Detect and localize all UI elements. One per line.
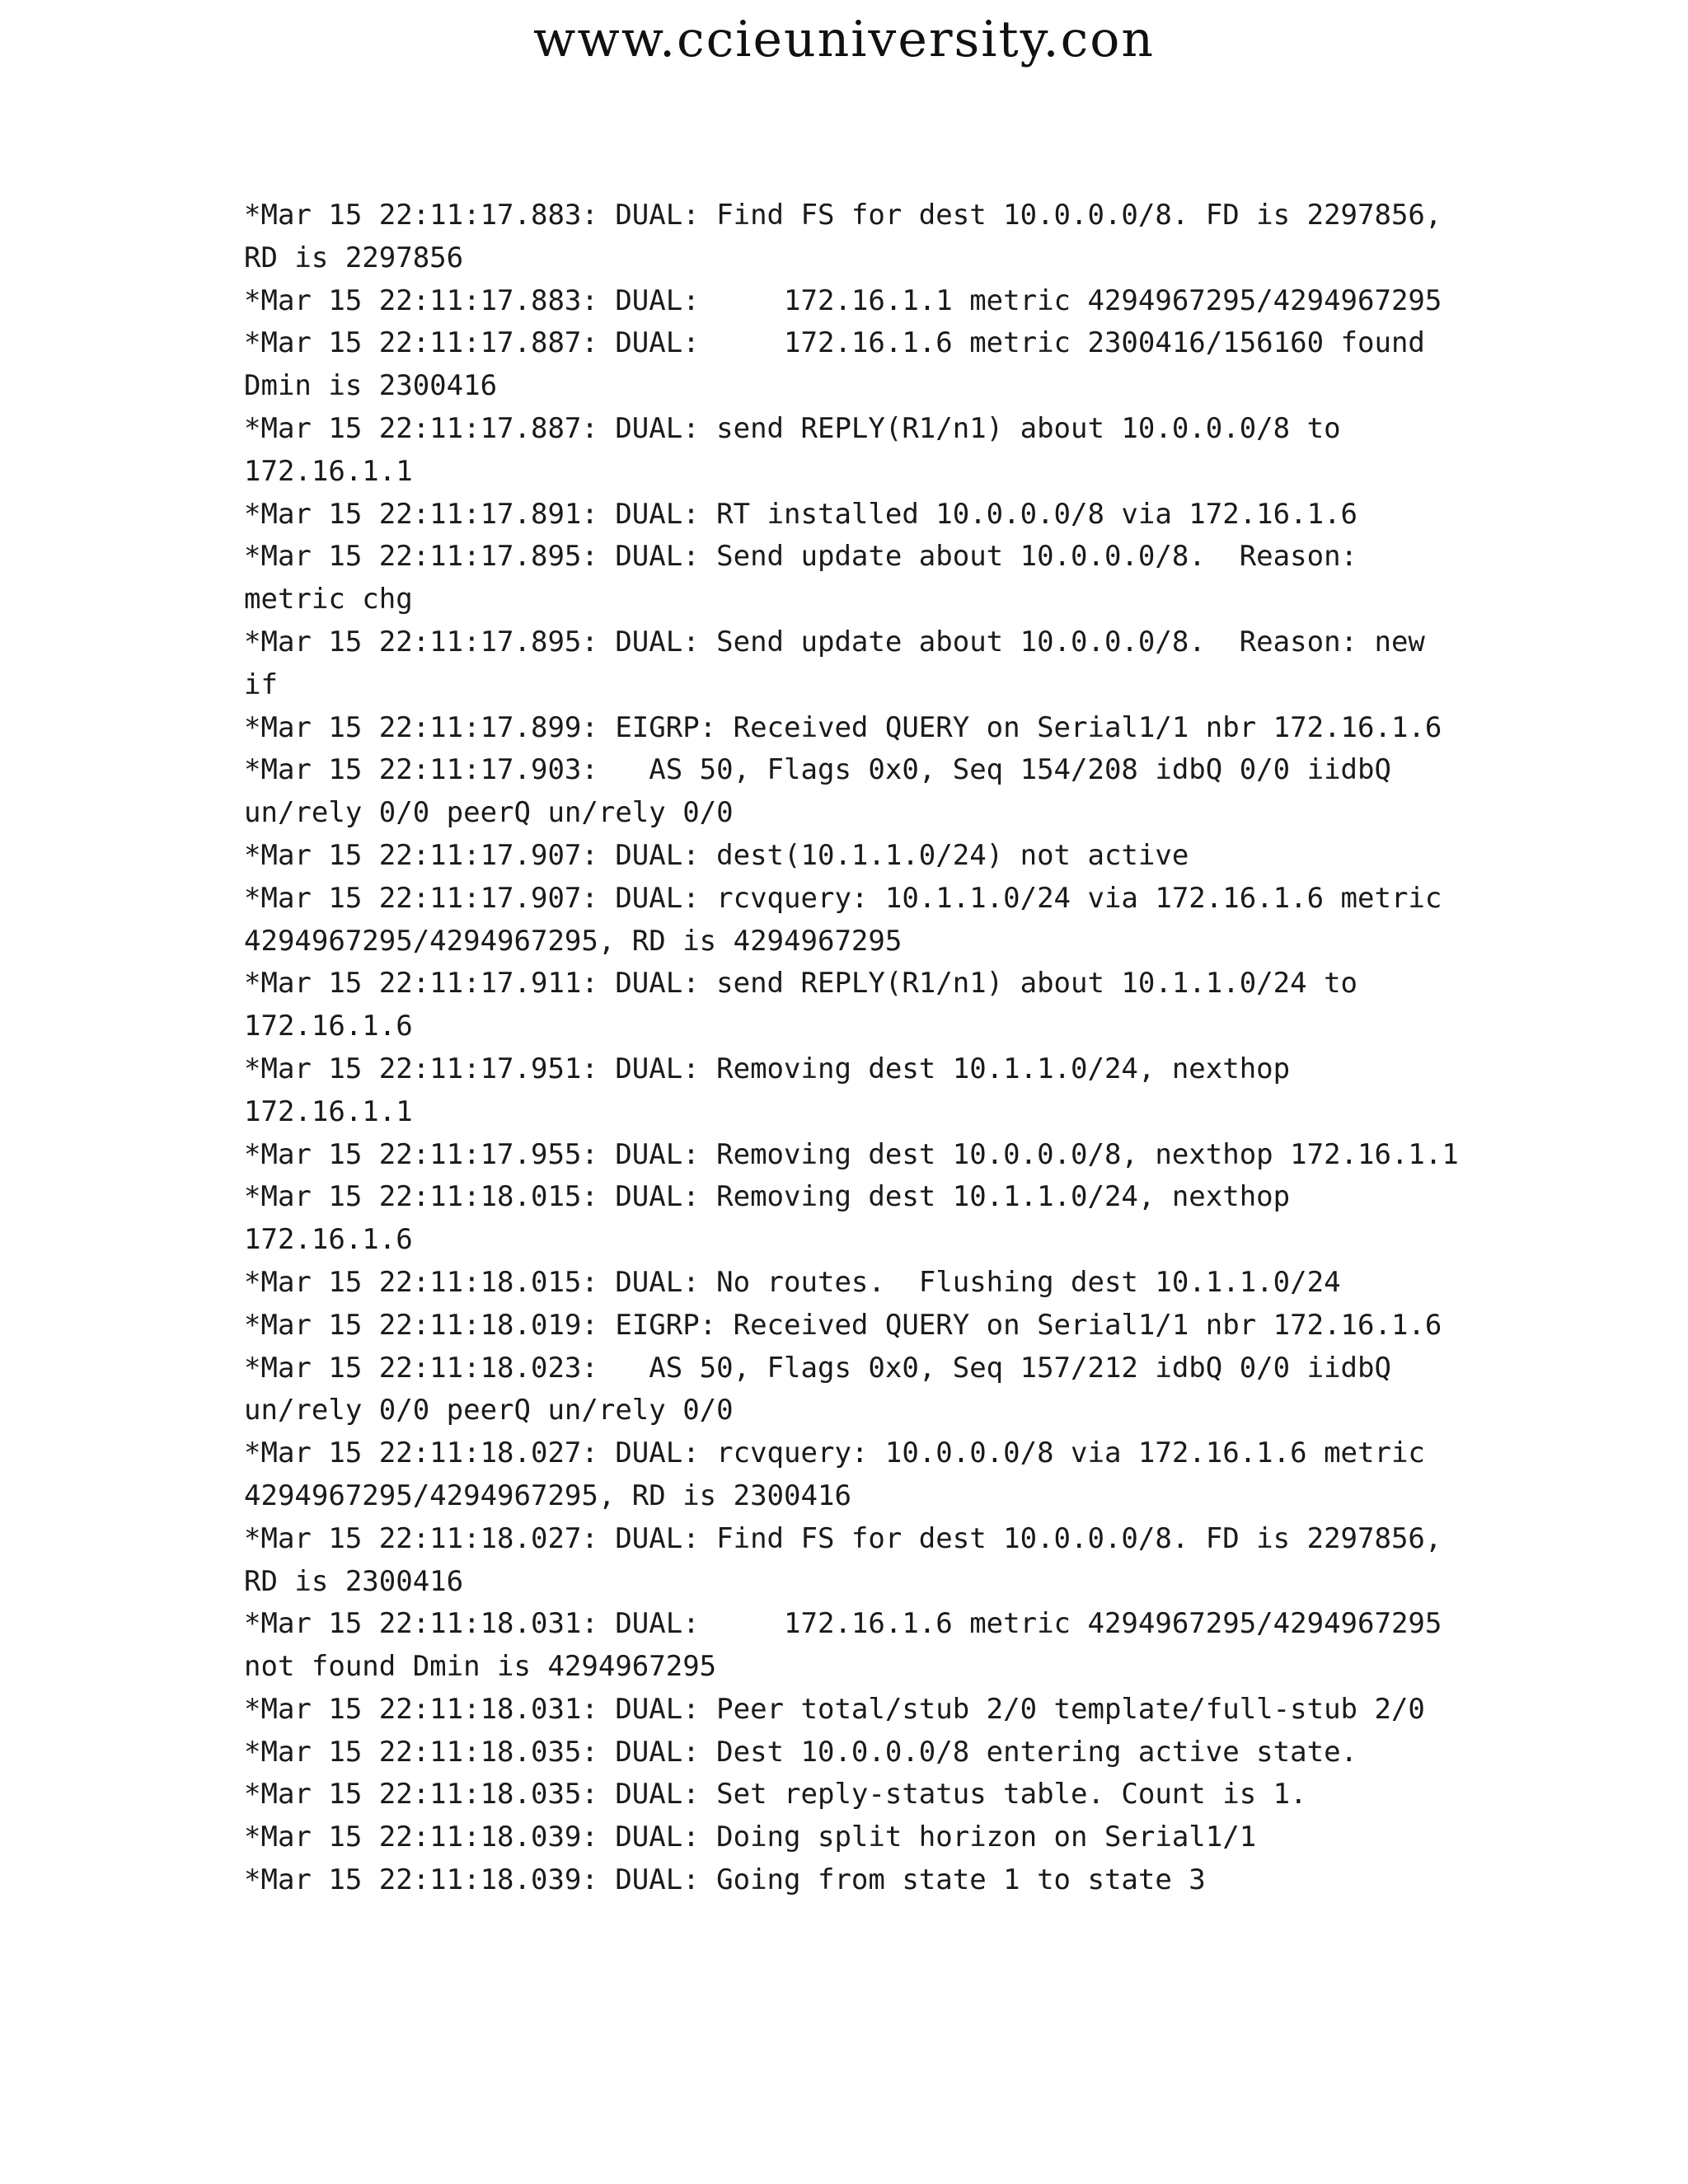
log-line: *Mar 15 22:11:17.911: DUAL: send REPLY(R1/n1) about 10.1.1.0/24 to [244, 967, 1358, 1001]
log-line: *Mar 15 22:11:18.023: AS 50, Flags 0x0, Seq 157/212 idbQ 0/0 iidbQ [244, 1351, 1391, 1385]
log-line: *Mar 15 22:11:17.955: DUAL: Removing dest 10.0.0.0/8, nexthop 172.16.1.1 [244, 1137, 1459, 1171]
log-line: *Mar 15 22:11:17.891: DUAL: RT installed 10.0.0.0/8 via 172.16.1.6 [244, 497, 1358, 531]
log-line: 172.16.1.1 [244, 1094, 413, 1128]
log-line: *Mar 15 22:11:18.015: DUAL: Removing dest 10.1.1.0/24, nexthop [244, 1180, 1291, 1214]
debug-log [244, 194, 1464, 1902]
log-line: *Mar 15 22:11:18.031: DUAL: 172.16.1.6 metric 4294967295/4294967295 [244, 1607, 1442, 1641]
log-line: 172.16.1.6 [244, 1223, 413, 1257]
log-line: Dmin is 2300416 [244, 369, 498, 403]
log-line: RD is 2300416 [244, 1564, 464, 1598]
log-line: not found Dmin is 4294967295 [244, 1650, 717, 1684]
log-line: *Mar 15 22:11:18.027: DUAL: rcvquery: 10.0.0.0/8 via 172.16.1.6 metric [244, 1436, 1425, 1470]
log-line: *Mar 15 22:11:18.035: DUAL: Set reply-status table. Count is 1. [244, 1778, 1307, 1811]
site-url-header: www.ccieuniversity.con [533, 11, 1155, 68]
log-line: metric chg [244, 583, 413, 616]
log-line: 4294967295/4294967295, RD is 4294967295 [244, 924, 903, 958]
log-line: un/rely 0/0 peerQ un/rely 0/0 [244, 796, 734, 830]
log-line: *Mar 15 22:11:18.039: DUAL: Doing split horizon on Serial1/1 [244, 1821, 1257, 1854]
log-line: *Mar 15 22:11:17.907: DUAL: dest(10.1.1.0/24) not active [244, 838, 1189, 872]
log-line: *Mar 15 22:11:18.039: DUAL: Going from state 1 to state 3 [244, 1863, 1206, 1897]
log-line: *Mar 15 22:11:17.907: DUAL: rcvquery: 10.1.1.0/24 via 172.16.1.6 metric [244, 881, 1442, 915]
log-line: *Mar 15 22:11:17.895: DUAL: Send update about 10.0.0.0/8. Reason: [244, 540, 1358, 574]
log-line: *Mar 15 22:11:17.951: DUAL: Removing dest 10.1.1.0/24, nexthop [244, 1052, 1291, 1085]
log-line: *Mar 15 22:11:17.883: DUAL: 172.16.1.1 metric 4294967295/4294967295 [244, 284, 1442, 317]
log-line: if [244, 668, 278, 701]
log-line: *Mar 15 22:11:17.887: DUAL: send REPLY(R1/n1) about 10.0.0.0/8 to [244, 411, 1341, 445]
log-line: un/rely 0/0 peerQ un/rely 0/0 [244, 1394, 734, 1427]
log-line: *Mar 15 22:11:17.883: DUAL: Find FS for dest 10.0.0.0/8. FD is 2297856, [244, 199, 1442, 232]
log-line: RD is 2297856 [244, 241, 464, 274]
log-line: *Mar 15 22:11:17.899: EIGRP: Received QUERY on Serial1/1 nbr 172.16.1.6 [244, 710, 1442, 744]
log-line: *Mar 15 22:11:18.019: EIGRP: Received QUERY on Serial1/1 nbr 172.16.1.6 [244, 1308, 1442, 1342]
log-line: 4294967295/4294967295, RD is 2300416 [244, 1479, 851, 1512]
log-line: *Mar 15 22:11:18.035: DUAL: Dest 10.0.0.0/8 entering active state. [244, 1735, 1358, 1769]
log-line: *Mar 15 22:11:17.887: DUAL: 172.16.1.6 metric 2300416/156160 found [244, 326, 1425, 360]
log-line: *Mar 15 22:11:17.895: DUAL: Send update about 10.0.0.0/8. Reason: new [244, 625, 1425, 658]
log-line: 172.16.1.1 [244, 454, 413, 488]
log-line: *Mar 15 22:11:18.027: DUAL: Find FS for dest 10.0.0.0/8. FD is 2297856, [244, 1521, 1442, 1555]
log-line: *Mar 15 22:11:17.903: AS 50, Flags 0x0, Seq 154/208 idbQ 0/0 iidbQ [244, 753, 1391, 787]
log-line: *Mar 15 22:11:18.015: DUAL: No routes. Flushing dest 10.1.1.0/24 [244, 1265, 1341, 1299]
log-line: *Mar 15 22:11:18.031: DUAL: Peer total/stub 2/0 template/full-stub 2/0 [244, 1692, 1425, 1726]
log-line: 172.16.1.6 [244, 1010, 413, 1043]
